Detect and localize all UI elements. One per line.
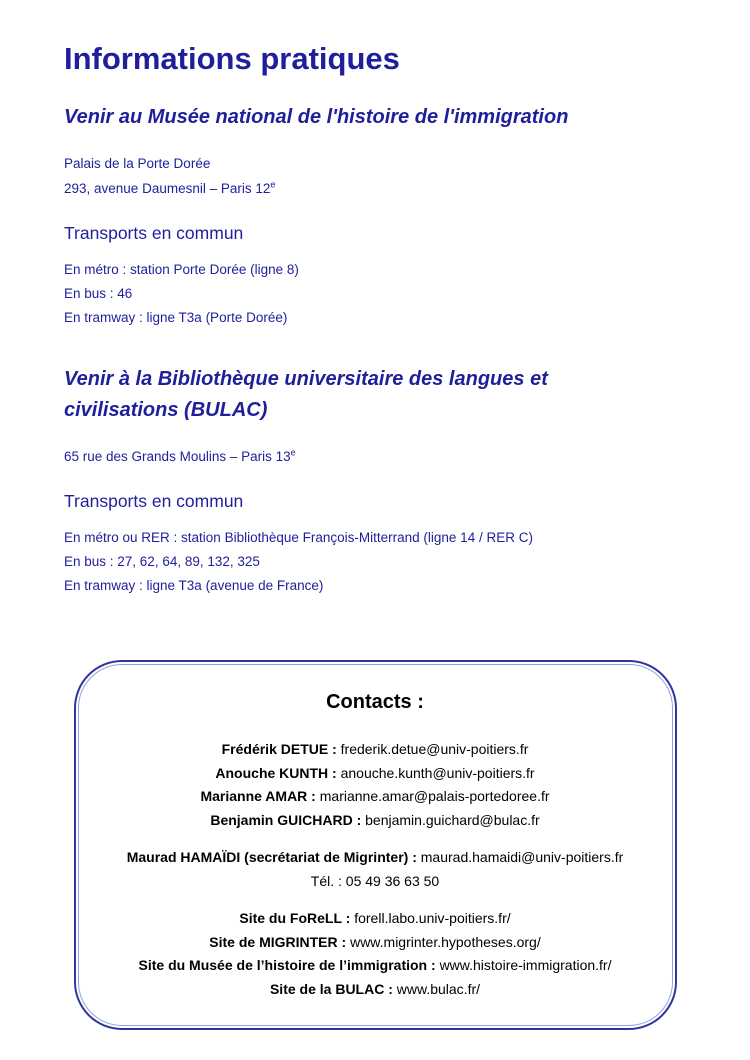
secretary-email: maurad.hamaidi@univ-poitiers.fr xyxy=(420,849,624,866)
sites-group xyxy=(93,907,658,1001)
site-label: Site de MIGRINTER : xyxy=(209,933,347,950)
contact-email: marianne.amar@palais-portedoree.fr xyxy=(319,788,550,805)
address-line: Palais de la Porte Dorée xyxy=(64,156,211,172)
transports-heading-bulac: Transports en commun xyxy=(64,491,244,512)
contacts-box-inner xyxy=(78,664,673,1026)
contact-name: Benjamin GUICHARD : xyxy=(210,811,362,828)
site-label: Site de la BULAC : xyxy=(269,980,393,997)
transport-line-bus: En bus : 46 xyxy=(64,286,133,302)
site-url: www.migrinter.hypotheses.org/ xyxy=(350,933,541,950)
contacts-box xyxy=(74,660,677,1030)
transports-heading-musee: Transports en commun xyxy=(64,223,244,244)
contact-row xyxy=(93,738,658,762)
contact-email: anouche.kunth@univ-poitiers.fr xyxy=(340,764,535,781)
contact-email: frederik.detue@univ-poitiers.fr xyxy=(340,741,529,758)
contact-name: Marianne AMAR : xyxy=(200,788,316,805)
site-row xyxy=(93,907,658,931)
address-text: 65 rue des Grands Moulins – Paris 13 xyxy=(64,449,291,465)
arrondissement-superscript: e xyxy=(270,179,276,190)
address-line xyxy=(64,444,686,469)
contacts-title: Contacts : xyxy=(326,691,424,714)
address-line xyxy=(64,176,686,201)
section-heading-bulac: Venir à la Bibliothèque universitaire des langues et civilisations (BULAC) xyxy=(64,368,548,422)
site-url: forell.labo.univ-poitiers.fr/ xyxy=(354,910,511,927)
address-block-bulac xyxy=(64,444,686,469)
secretary-group xyxy=(93,846,658,893)
site-url: www.bulac.fr/ xyxy=(396,980,481,997)
secretary-row xyxy=(93,846,658,870)
arrondissement-superscript: e xyxy=(290,447,296,458)
contact-name: Anouche KUNTH : xyxy=(215,764,337,781)
site-label: Site du Musée de l’histoire de l’immigration : xyxy=(138,957,436,974)
contact-email: benjamin.guichard@bulac.fr xyxy=(365,811,540,828)
section-bulac xyxy=(64,364,686,598)
page-title: Informations pratiques xyxy=(64,41,400,76)
site-row xyxy=(93,978,658,1002)
contact-row xyxy=(93,785,658,809)
transport-line-metro: En métro : station Porte Dorée (ligne 8) xyxy=(64,262,299,278)
secretary-name: Maurad HAMAÏDI (secrétariat de Migrinter) : xyxy=(126,849,417,866)
transport-list-musee xyxy=(64,258,686,330)
address-text: 293, avenue Daumesnil – Paris 12 xyxy=(64,181,271,197)
site-row xyxy=(93,931,658,955)
site-row xyxy=(93,954,658,978)
section-musee xyxy=(64,102,686,330)
contacts-people-group xyxy=(93,738,658,832)
site-url: www.histoire-immigration.fr/ xyxy=(439,957,612,974)
transport-line-tramway: En tramway : ligne T3a (avenue de France) xyxy=(64,578,324,594)
section-heading-musee: Venir au Musée national de l'histoire de l'immigration xyxy=(64,106,569,129)
contact-name: Frédérik DETUE : xyxy=(221,741,337,758)
transport-line-bus: En bus : 27, 62, 64, 89, 132, 325 xyxy=(64,554,260,570)
transport-list-bulac xyxy=(64,526,686,598)
phone-row: Tél. : 05 49 36 63 50 xyxy=(310,872,440,889)
transport-line-tramway: En tramway : ligne T3a (Porte Dorée) xyxy=(64,310,288,326)
contact-row xyxy=(93,809,658,833)
site-label: Site du FoReLL : xyxy=(239,910,351,927)
contact-row xyxy=(93,762,658,786)
address-block-musee xyxy=(64,151,686,201)
transport-line-metro-rer: En métro ou RER : station Bibliothèque François-Mitterrand (ligne 14 / RER C) xyxy=(64,530,533,546)
